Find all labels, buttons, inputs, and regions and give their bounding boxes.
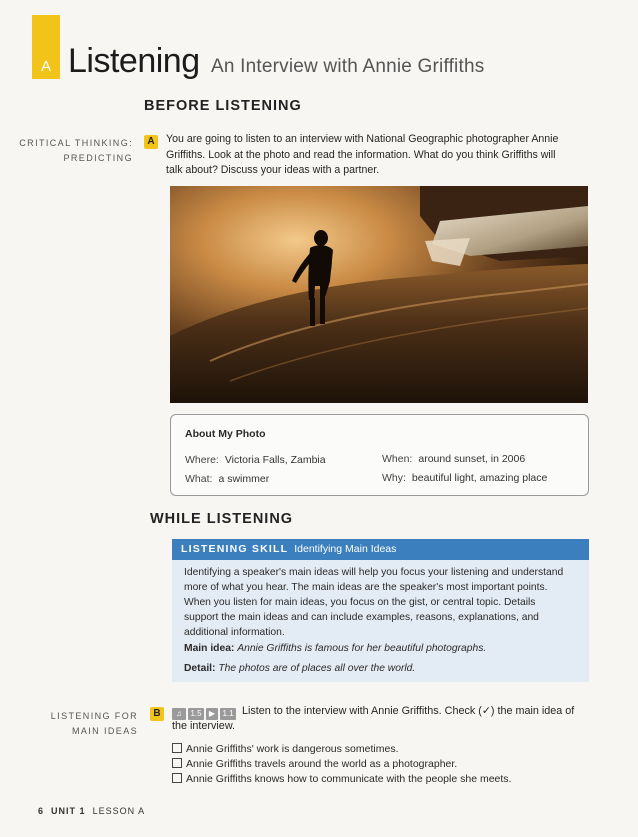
info-where-key: Where: bbox=[185, 454, 219, 466]
section-letter: A bbox=[40, 58, 51, 75]
info-when-value: around sunset, in 2006 bbox=[418, 453, 526, 465]
side-label-line: PREDICTING bbox=[63, 153, 133, 163]
skill-line: Identifying a speaker's main ideas will help you focus your listening and understand bbox=[184, 567, 564, 578]
unit-label: UNIT 1 bbox=[51, 806, 86, 816]
skill-line: support the main ideas and can include examples, reasons, explanations, and bbox=[184, 612, 539, 623]
info-box-title: About My Photo bbox=[185, 428, 266, 440]
instruction-line: You are going to listen to an interview with National Geographic photographer Annie bbox=[166, 133, 559, 145]
listening-skill-body bbox=[172, 560, 589, 682]
side-label-line: LISTENING FOR bbox=[50, 711, 138, 721]
side-label-critical-thinking bbox=[13, 136, 133, 166]
main-idea-example bbox=[184, 641, 486, 656]
info-where bbox=[185, 454, 326, 466]
instruction-line: talk about? Discuss your ideas with a partner. bbox=[166, 164, 380, 176]
main-idea-label: Main idea: bbox=[184, 643, 235, 654]
detail-text: The photos are of places all over the world. bbox=[218, 663, 416, 674]
info-what bbox=[185, 473, 269, 485]
page-number: 6 bbox=[38, 806, 45, 816]
skill-line: additional information. bbox=[184, 627, 285, 638]
listening-skill-bar bbox=[172, 539, 589, 560]
instruction-line: Griffiths. Look at the photo and read the information. What do you think Griffiths will bbox=[166, 148, 556, 161]
checkbox-icon[interactable] bbox=[172, 773, 182, 783]
audio-track-number: 1.5 bbox=[188, 708, 204, 720]
option-item[interactable] bbox=[172, 758, 457, 770]
option-label: Annie Griffiths travels around the world as a photographer. bbox=[186, 758, 458, 770]
while-listening-heading: WHILE LISTENING bbox=[150, 511, 294, 527]
lesson-label: LESSON A bbox=[92, 806, 146, 816]
option-item[interactable] bbox=[172, 743, 398, 755]
info-why-key: Why: bbox=[382, 472, 406, 484]
skill-label: LISTENING SKILL bbox=[181, 543, 289, 555]
play-video-icon[interactable]: ▶ bbox=[206, 708, 218, 720]
detail-label: Detail: bbox=[184, 663, 216, 674]
option-label: Annie Griffiths knows how to communicate with the people she meets. bbox=[186, 773, 512, 785]
waterfall-photo bbox=[170, 186, 588, 403]
side-label-line: CRITICAL THINKING: bbox=[19, 138, 133, 148]
page-footer bbox=[38, 806, 145, 816]
exercise-b-instruction-line2: the interview. bbox=[172, 720, 236, 732]
info-what-key: What: bbox=[185, 473, 213, 485]
option-label: Annie Griffiths' work is dangerous sometimes. bbox=[186, 743, 399, 755]
info-what-value: a swimmer bbox=[218, 473, 270, 485]
detail-example bbox=[184, 661, 415, 676]
info-when-key: When: bbox=[382, 453, 413, 465]
info-when bbox=[382, 453, 525, 465]
exercise-a-badge: A bbox=[144, 135, 158, 149]
checkbox-icon[interactable] bbox=[172, 758, 182, 768]
headphones-icon[interactable]: ♫ bbox=[172, 708, 186, 720]
before-listening-heading: BEFORE LISTENING bbox=[144, 98, 302, 114]
page-subtitle: An Interview with Annie Griffiths bbox=[211, 56, 485, 77]
option-item[interactable] bbox=[172, 773, 511, 785]
skill-line: When you listen for main ideas, you focus on the gist, or central topic. Details bbox=[184, 597, 536, 608]
video-track-number: 1.1 bbox=[220, 708, 236, 720]
exercise-b-badge: B bbox=[150, 707, 164, 721]
info-where-value: Victoria Falls, Zambia bbox=[224, 454, 326, 466]
exercise-a-instructions bbox=[166, 132, 596, 179]
page-title: Listening bbox=[68, 42, 200, 80]
main-idea-text: Annie Griffiths is famous for her beautiful photographs. bbox=[237, 643, 487, 654]
side-label-listening-main-ideas bbox=[18, 709, 138, 739]
about-my-photo-box bbox=[170, 414, 589, 496]
skill-paragraph bbox=[184, 565, 584, 640]
info-why bbox=[382, 472, 547, 484]
skill-title: Identifying Main Ideas bbox=[294, 543, 397, 555]
checkbox-icon[interactable] bbox=[172, 743, 182, 753]
exercise-b-instruction-line1: Listen to the interview with Annie Griffiths. Check (✓) the main idea of bbox=[242, 705, 575, 717]
skill-line: more of what you hear. The main ideas are the speaker's most important points. bbox=[184, 582, 548, 593]
info-why-value: beautiful light, amazing place bbox=[411, 472, 548, 484]
section-tab bbox=[32, 15, 60, 79]
side-label-line: MAIN IDEAS bbox=[71, 726, 138, 736]
